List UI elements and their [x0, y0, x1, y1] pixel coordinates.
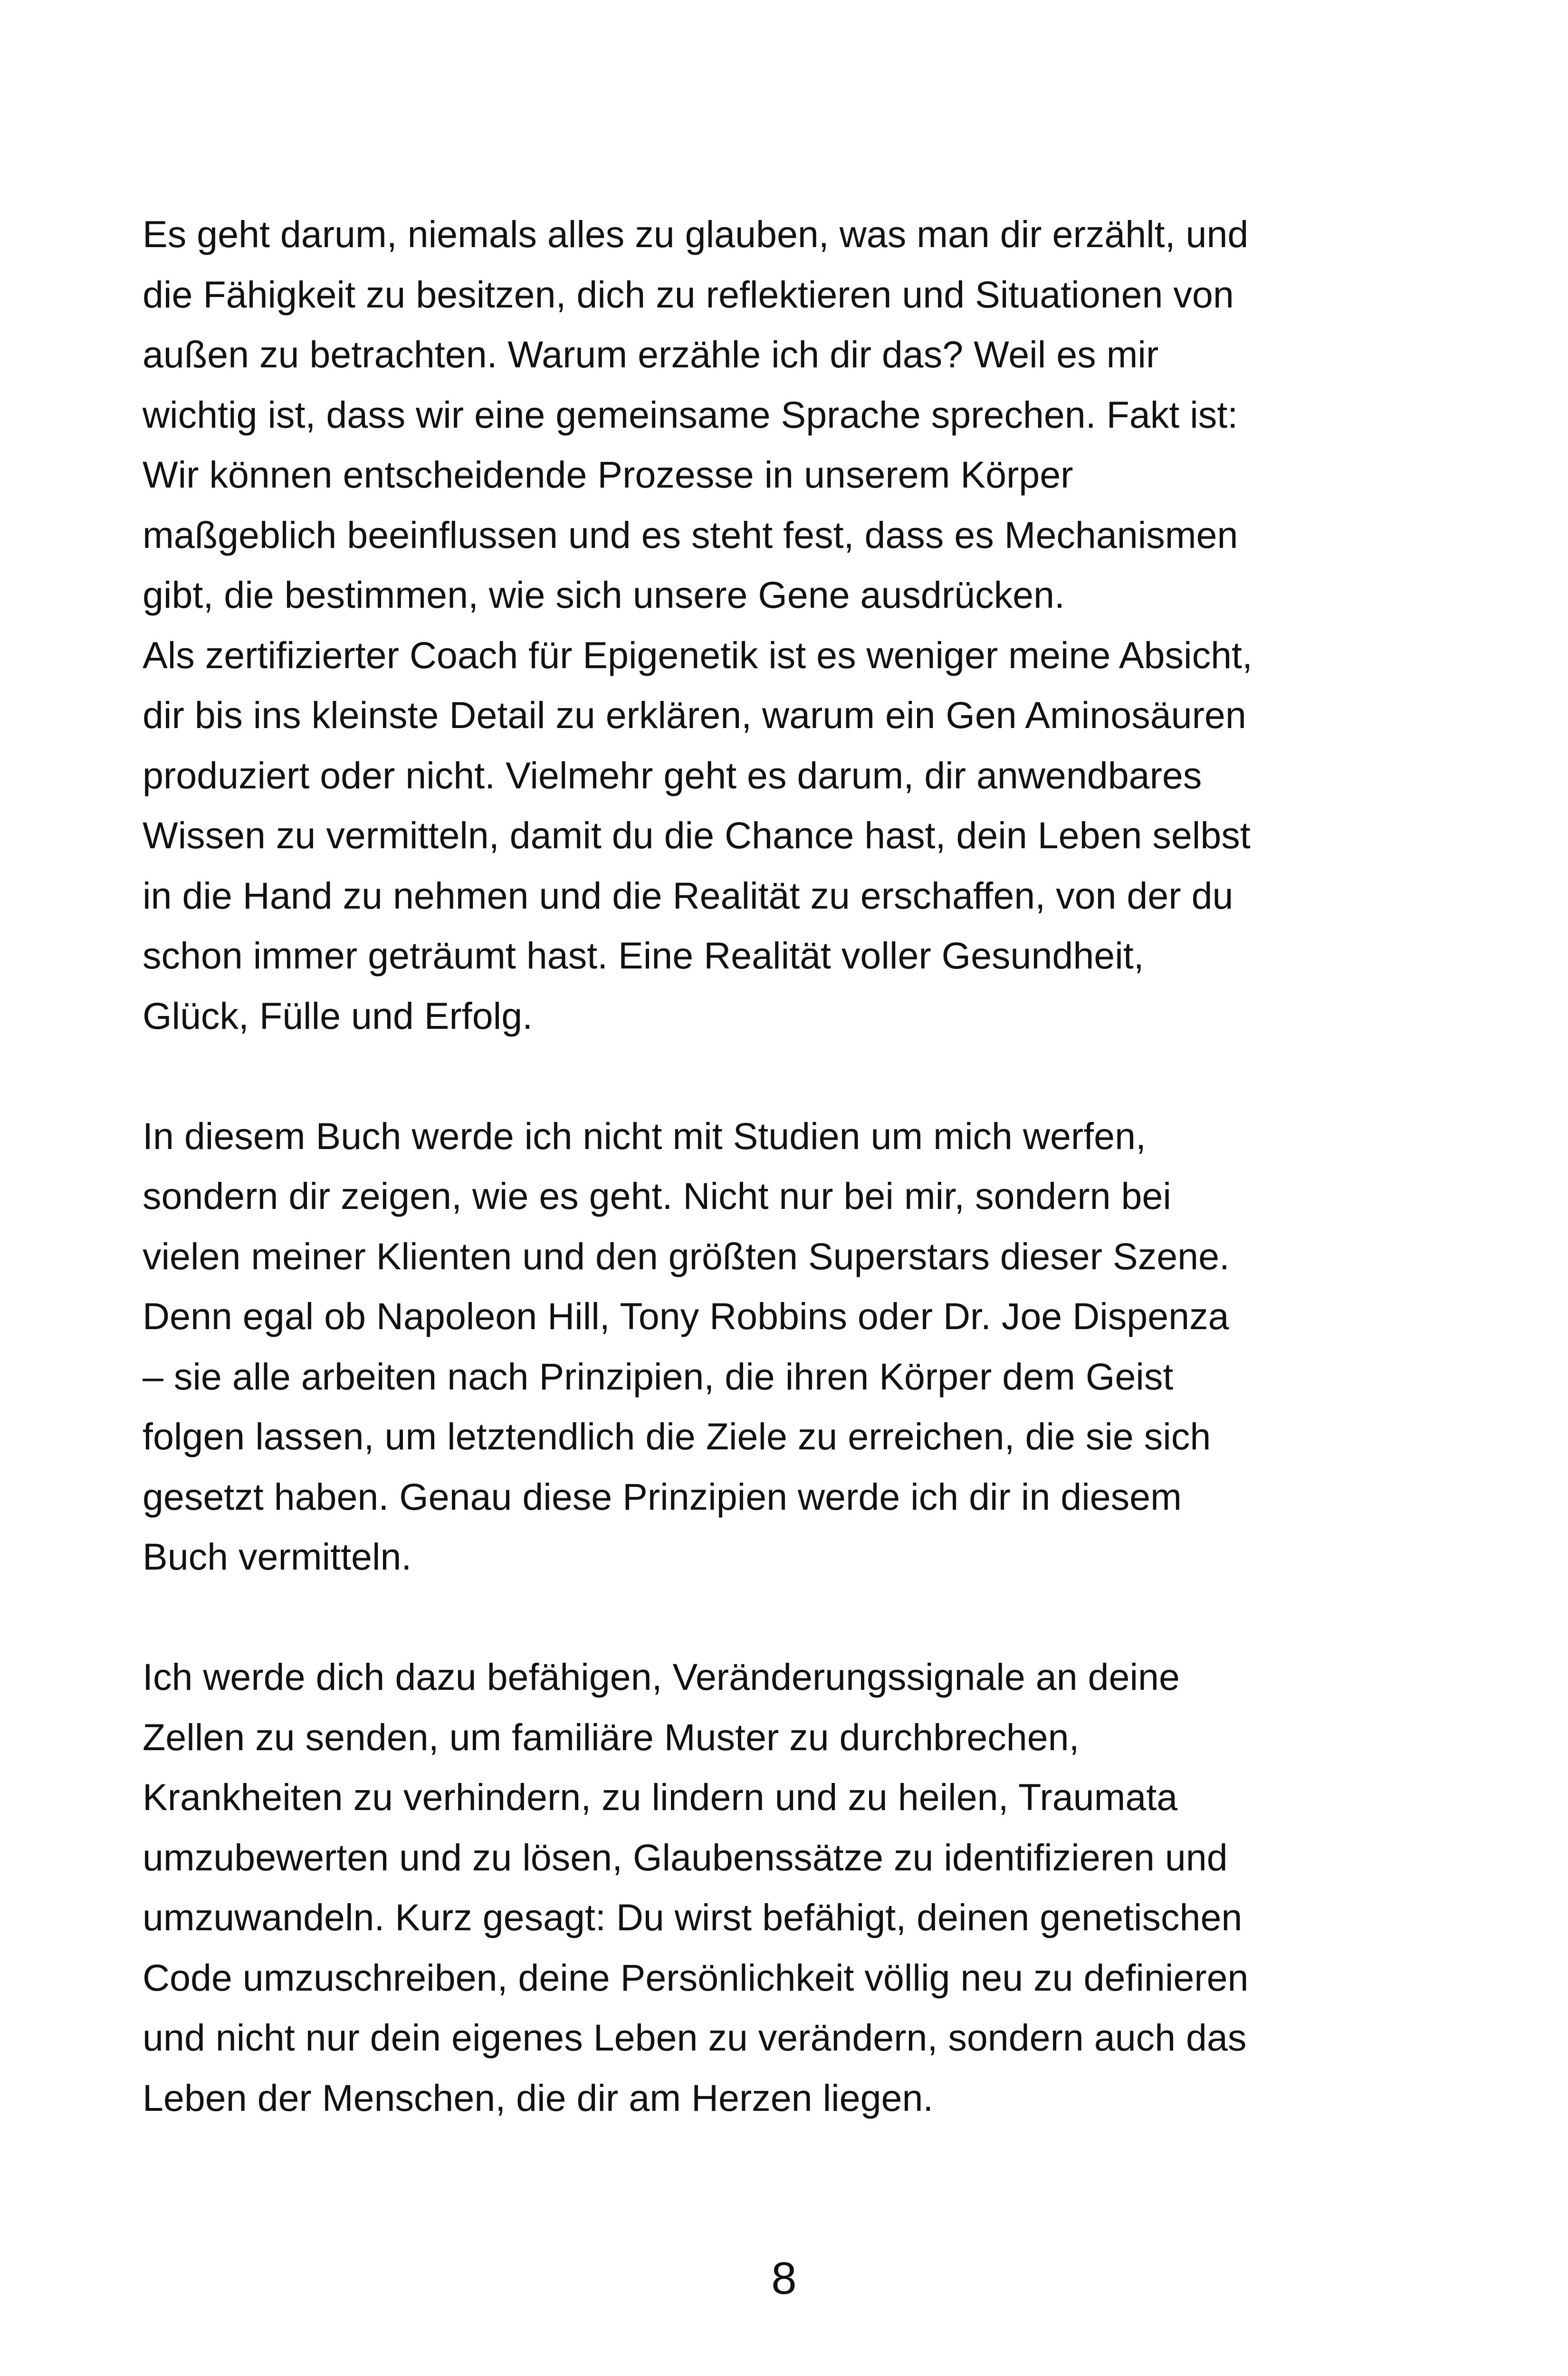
paragraph-1	[143, 204, 1435, 625]
text-line: produziert oder nicht. Vielmehr geht es darum, dir anwendbares	[143, 754, 1202, 796]
text-line: Zellen zu senden, um familiäre Muster zu durchbrechen,	[143, 1715, 1080, 1758]
text-line: schon immer geträumt hast. Eine Realität voller Gesundheit,	[143, 934, 1144, 977]
text-line: dir bis ins kleinste Detail zu erklären, warum ein Gen Aminosäuren	[143, 694, 1246, 736]
text-line: sondern dir zeigen, wie es geht. Nicht nur bei mir, sondern bei	[143, 1175, 1171, 1217]
page-number: 8	[771, 2253, 797, 2304]
text-line: maßgeblich beeinflussen und es steht fest, dass es Mechanismen	[143, 513, 1238, 556]
text-line: umzuwandeln. Kurz gesagt: Du wirst befähigt, deinen genetischen	[143, 1896, 1243, 1938]
paragraph-2	[143, 625, 1435, 1046]
paragraph-3	[143, 1106, 1435, 1587]
text-line: Code umzuschreiben, deine Persönlichkeit völlig neu zu definieren	[143, 1956, 1249, 1999]
text-line: in die Hand zu nehmen und die Realität zu erschaffen, von der du	[143, 874, 1233, 917]
body-text	[143, 204, 1435, 2128]
text-line: Denn egal ob Napoleon Hill, Tony Robbins oder Dr. Joe Dispenza	[143, 1295, 1229, 1337]
text-line: In diesem Buch werde ich nicht mit Studien um mich werfen,	[143, 1114, 1146, 1157]
text-line: gibt, die bestimmen, wie sich unsere Gene ausdrücken.	[143, 574, 1065, 616]
paragraph-spacer	[143, 1587, 1435, 1648]
text-line: Wissen zu vermitteln, damit du die Chance hast, dein Leben selbst	[143, 814, 1251, 856]
text-line: vielen meiner Klienten und den größten Superstars dieser Szene.	[143, 1235, 1230, 1277]
text-line: Ich werde dich dazu befähigen, Veränderungssignale an deine	[143, 1656, 1180, 1698]
text-line: Buch vermitteln.	[143, 1535, 412, 1578]
text-line: Krankheiten zu verhindern, zu lindern und zu heilen, Traumata	[143, 1776, 1178, 1818]
paragraph-4	[143, 1647, 1435, 2128]
text-line: Leben der Menschen, die dir am Herzen liegen.	[143, 2076, 934, 2119]
text-line: wichtig ist, dass wir eine gemeinsame Sprache sprechen. Fakt ist:	[143, 393, 1238, 436]
text-line: und nicht nur dein eigenes Leben zu verändern, sondern auch das	[143, 2016, 1247, 2059]
paragraph-spacer	[143, 1046, 1435, 1106]
text-line: Wir können entscheidende Prozesse in unserem Körper	[143, 453, 1073, 496]
text-line: gesetzt haben. Genau diese Prinzipien werde ich dir in diesem	[143, 1475, 1182, 1518]
text-line: Als zertifizierter Coach für Epigenetik ist es weniger meine Absicht,	[143, 633, 1252, 676]
text-line: – sie alle arbeiten nach Prinzipien, die ihren Körper dem Geist	[143, 1355, 1174, 1398]
text-line: die Fähigkeit zu besitzen, dich zu reflektieren und Situationen von	[143, 273, 1234, 316]
text-line: Glück, Fülle und Erfolg.	[143, 994, 533, 1037]
text-line: folgen lassen, um letztendlich die Ziele zu erreichen, die sie sich	[143, 1415, 1211, 1457]
text-line: Es geht darum, niemals alles zu glauben, was man dir erzählt, und	[143, 213, 1249, 255]
text-line: umzubewerten und zu lösen, Glaubenssätze zu identifizieren und	[143, 1836, 1228, 1878]
text-line: außen zu betrachten. Warum erzähle ich dir das? Weil es mir	[143, 333, 1159, 375]
